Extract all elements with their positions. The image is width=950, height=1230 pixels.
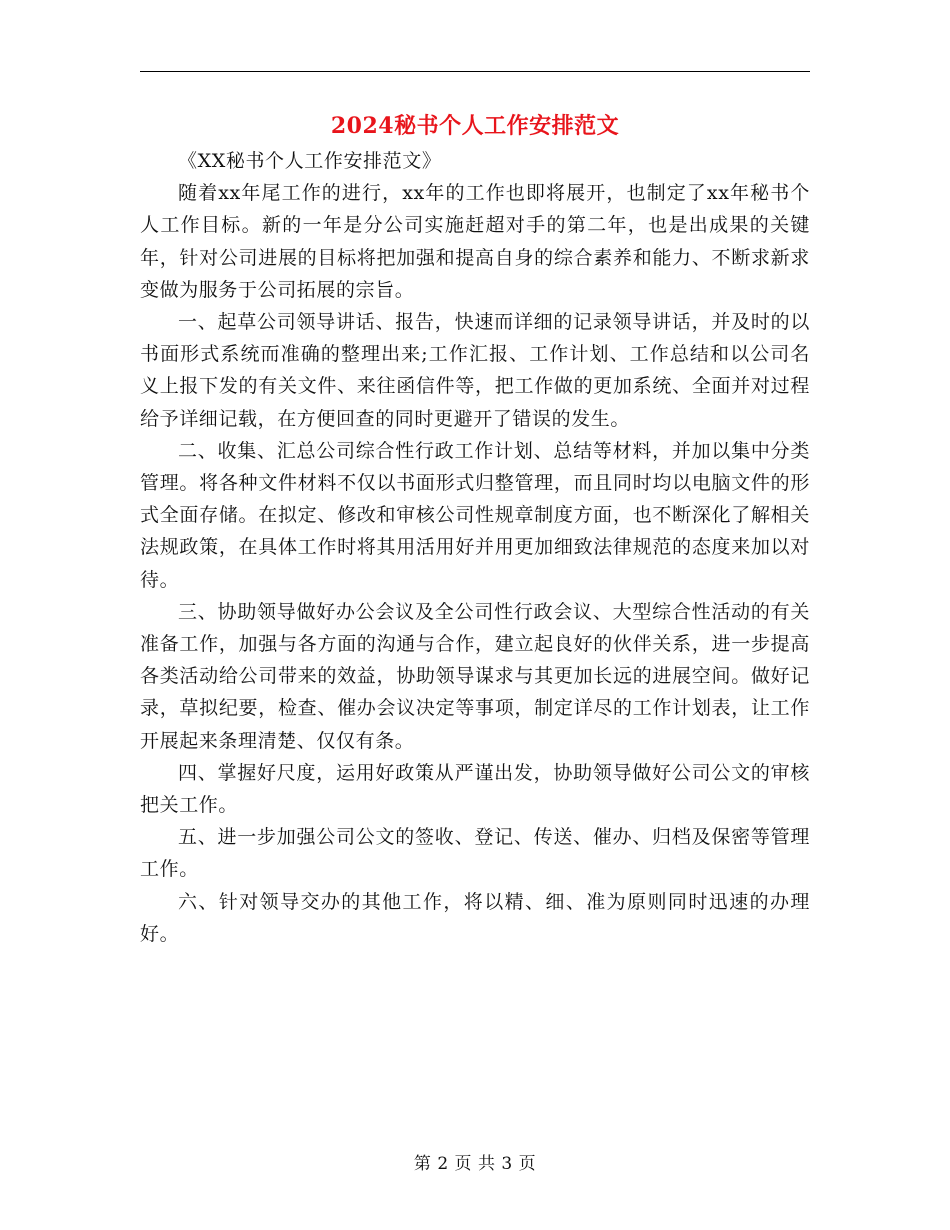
paragraph-subtitle: 《XX秘书个人工作安排范文》: [178, 150, 442, 172]
paragraph-item-2: 二、收集、汇总公司综合性行政工作计划、总结等材料，并加以集中分类管理。将各种文件材料不仅以书面形式归整管理，而且同时均以电脑文件的形式全面存储。在拟定、修改和审核公司性规章制度方面，也不断深化了解相关法规政策，在具体工作时将其用活用好并用更加细致法律规范的态度来加以对待。: [140, 439, 810, 591]
paragraph-item-6: 六、针对领导交办的其他工作，将以精、细、准为原则同时迅速的办理好。: [140, 890, 810, 945]
paragraph-item-3: 三、协助领导做好办公会议及全公司性行政会议、大型综合性活动的有关准备工作，加强与各方面的沟通与合作，建立起良好的伙伴关系，进一步提高各类活动给公司带来的效益，协助领导谋求与其更加长远的进展空间。做好记录，草拟纪要，检查、催办会议决定等事项，制定详尽的工作计划表，让工作开展起来条理清楚、仅仅有条。: [140, 600, 810, 752]
paragraph-item-5: 五、进一步加强公司公文的签收、登记、传送、催办、归档及保密等管理工作。: [140, 826, 810, 881]
page-number-footer: 第 2 页 共 3 页: [413, 1154, 537, 1174]
header-rule: [140, 71, 810, 72]
document-body: [140, 145, 810, 950]
document-title: 2024秘书个人工作安排范文: [330, 113, 620, 139]
paragraph-intro: 随着xx年尾工作的进行，xx年的工作也即将展开，也制定了xx年秘书个人工作目标。新的一年是分公司实施赶超对手的第二年，也是出成果的关键年，针对公司进展的目标将把加强和提高自身的综合素养和能力、不断求新求变做为服务于公司拓展的宗旨。: [140, 182, 810, 301]
paragraph-item-4: 四、掌握好尺度，运用好政策从严谨出发，协助领导做好公司公文的审核把关工作。: [140, 761, 810, 817]
paragraph-item-1: 一、起草公司领导讲话、报告，快速而详细的记录领导讲话，并及时的以书面形式系统而准确的整理出来;工作汇报、工作计划、工作总结和以公司名义上报下发的有关文件、来往函信件等，把工作做的更加系统、全面并对过程给予详细记载，在方便回查的同时更避开了错误的发生。: [140, 311, 810, 430]
